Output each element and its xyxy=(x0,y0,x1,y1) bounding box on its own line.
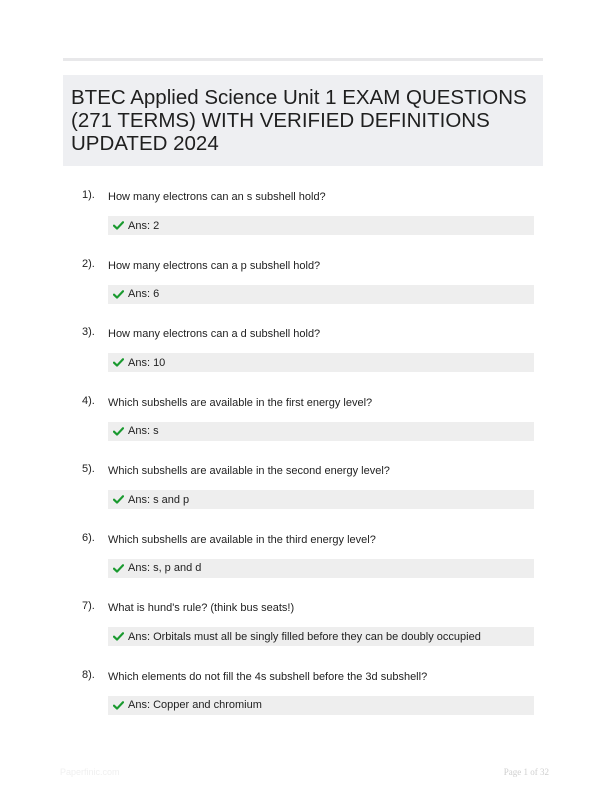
answer-box xyxy=(108,627,534,646)
question-number: 1). xyxy=(82,189,95,201)
question-item xyxy=(63,189,543,258)
question-number: 7). xyxy=(82,600,95,612)
question-item xyxy=(63,258,543,327)
title-banner xyxy=(63,75,543,166)
answer-box xyxy=(108,353,534,372)
answer-box xyxy=(108,696,534,715)
question-item xyxy=(63,326,543,395)
answer-text: Ans: Copper and chromium xyxy=(128,699,262,711)
check-icon xyxy=(113,358,124,367)
top-divider xyxy=(63,58,543,61)
answer-box xyxy=(108,559,534,578)
answer-text: Ans: 6 xyxy=(128,288,160,300)
answer-text: Ans: Orbitals must all be singly filled before they can be doubly occupied xyxy=(128,630,481,643)
question-number: 5). xyxy=(82,463,95,475)
question-item xyxy=(63,532,543,601)
check-icon xyxy=(113,427,124,436)
answer-text: Ans: s and p xyxy=(128,493,190,506)
question-number: 6). xyxy=(82,531,95,544)
question-item xyxy=(63,669,543,738)
answer-box xyxy=(108,285,534,304)
answer-box xyxy=(108,422,534,441)
check-icon xyxy=(113,632,124,641)
answer-box xyxy=(108,490,534,509)
question-number: 4). xyxy=(82,394,95,407)
question-item xyxy=(63,395,543,464)
answer-text: Ans: s xyxy=(128,425,159,437)
answer-text: Ans: 2 xyxy=(128,219,160,232)
check-icon xyxy=(113,564,124,573)
question-text: What is hund's rule? (think bus seats!) xyxy=(108,602,295,614)
question-text: Which elements do not fill the 4s subshell before the 3d subshell? xyxy=(108,670,428,683)
watermark-text: Paperfinic.com xyxy=(60,767,120,777)
question-text: Which subshells are available in the first energy level? xyxy=(108,396,373,409)
answer-text: Ans: s, p and d xyxy=(128,562,202,574)
check-icon xyxy=(113,701,124,710)
check-icon xyxy=(113,221,124,230)
question-text: Which subshells are available in the second energy level? xyxy=(108,465,390,477)
question-number: 8). xyxy=(82,668,95,681)
check-icon xyxy=(113,495,124,504)
document-title: BTEC Applied Science Unit 1 EXAM QUESTIONS (271 TERMS) WITH VERIFIED DEFINITIONS UPDATED 2024 xyxy=(71,86,527,155)
question-list xyxy=(63,189,543,737)
question-item xyxy=(63,600,543,669)
answer-box xyxy=(108,216,534,235)
question-text: How many electrons can an s subshell hold? xyxy=(108,191,326,203)
question-text: How many electrons can a d subshell hold? xyxy=(108,328,321,340)
question-text: Which subshells are available in the third energy level? xyxy=(108,533,376,546)
question-number: 2). xyxy=(82,257,95,270)
question-number: 3). xyxy=(82,326,95,338)
answer-text: Ans: 10 xyxy=(128,356,166,369)
page-number: Page 1 of 32 xyxy=(503,767,549,777)
question-item xyxy=(63,463,543,532)
check-icon xyxy=(113,290,124,299)
question-text: How many electrons can a p subshell hold? xyxy=(108,259,321,272)
